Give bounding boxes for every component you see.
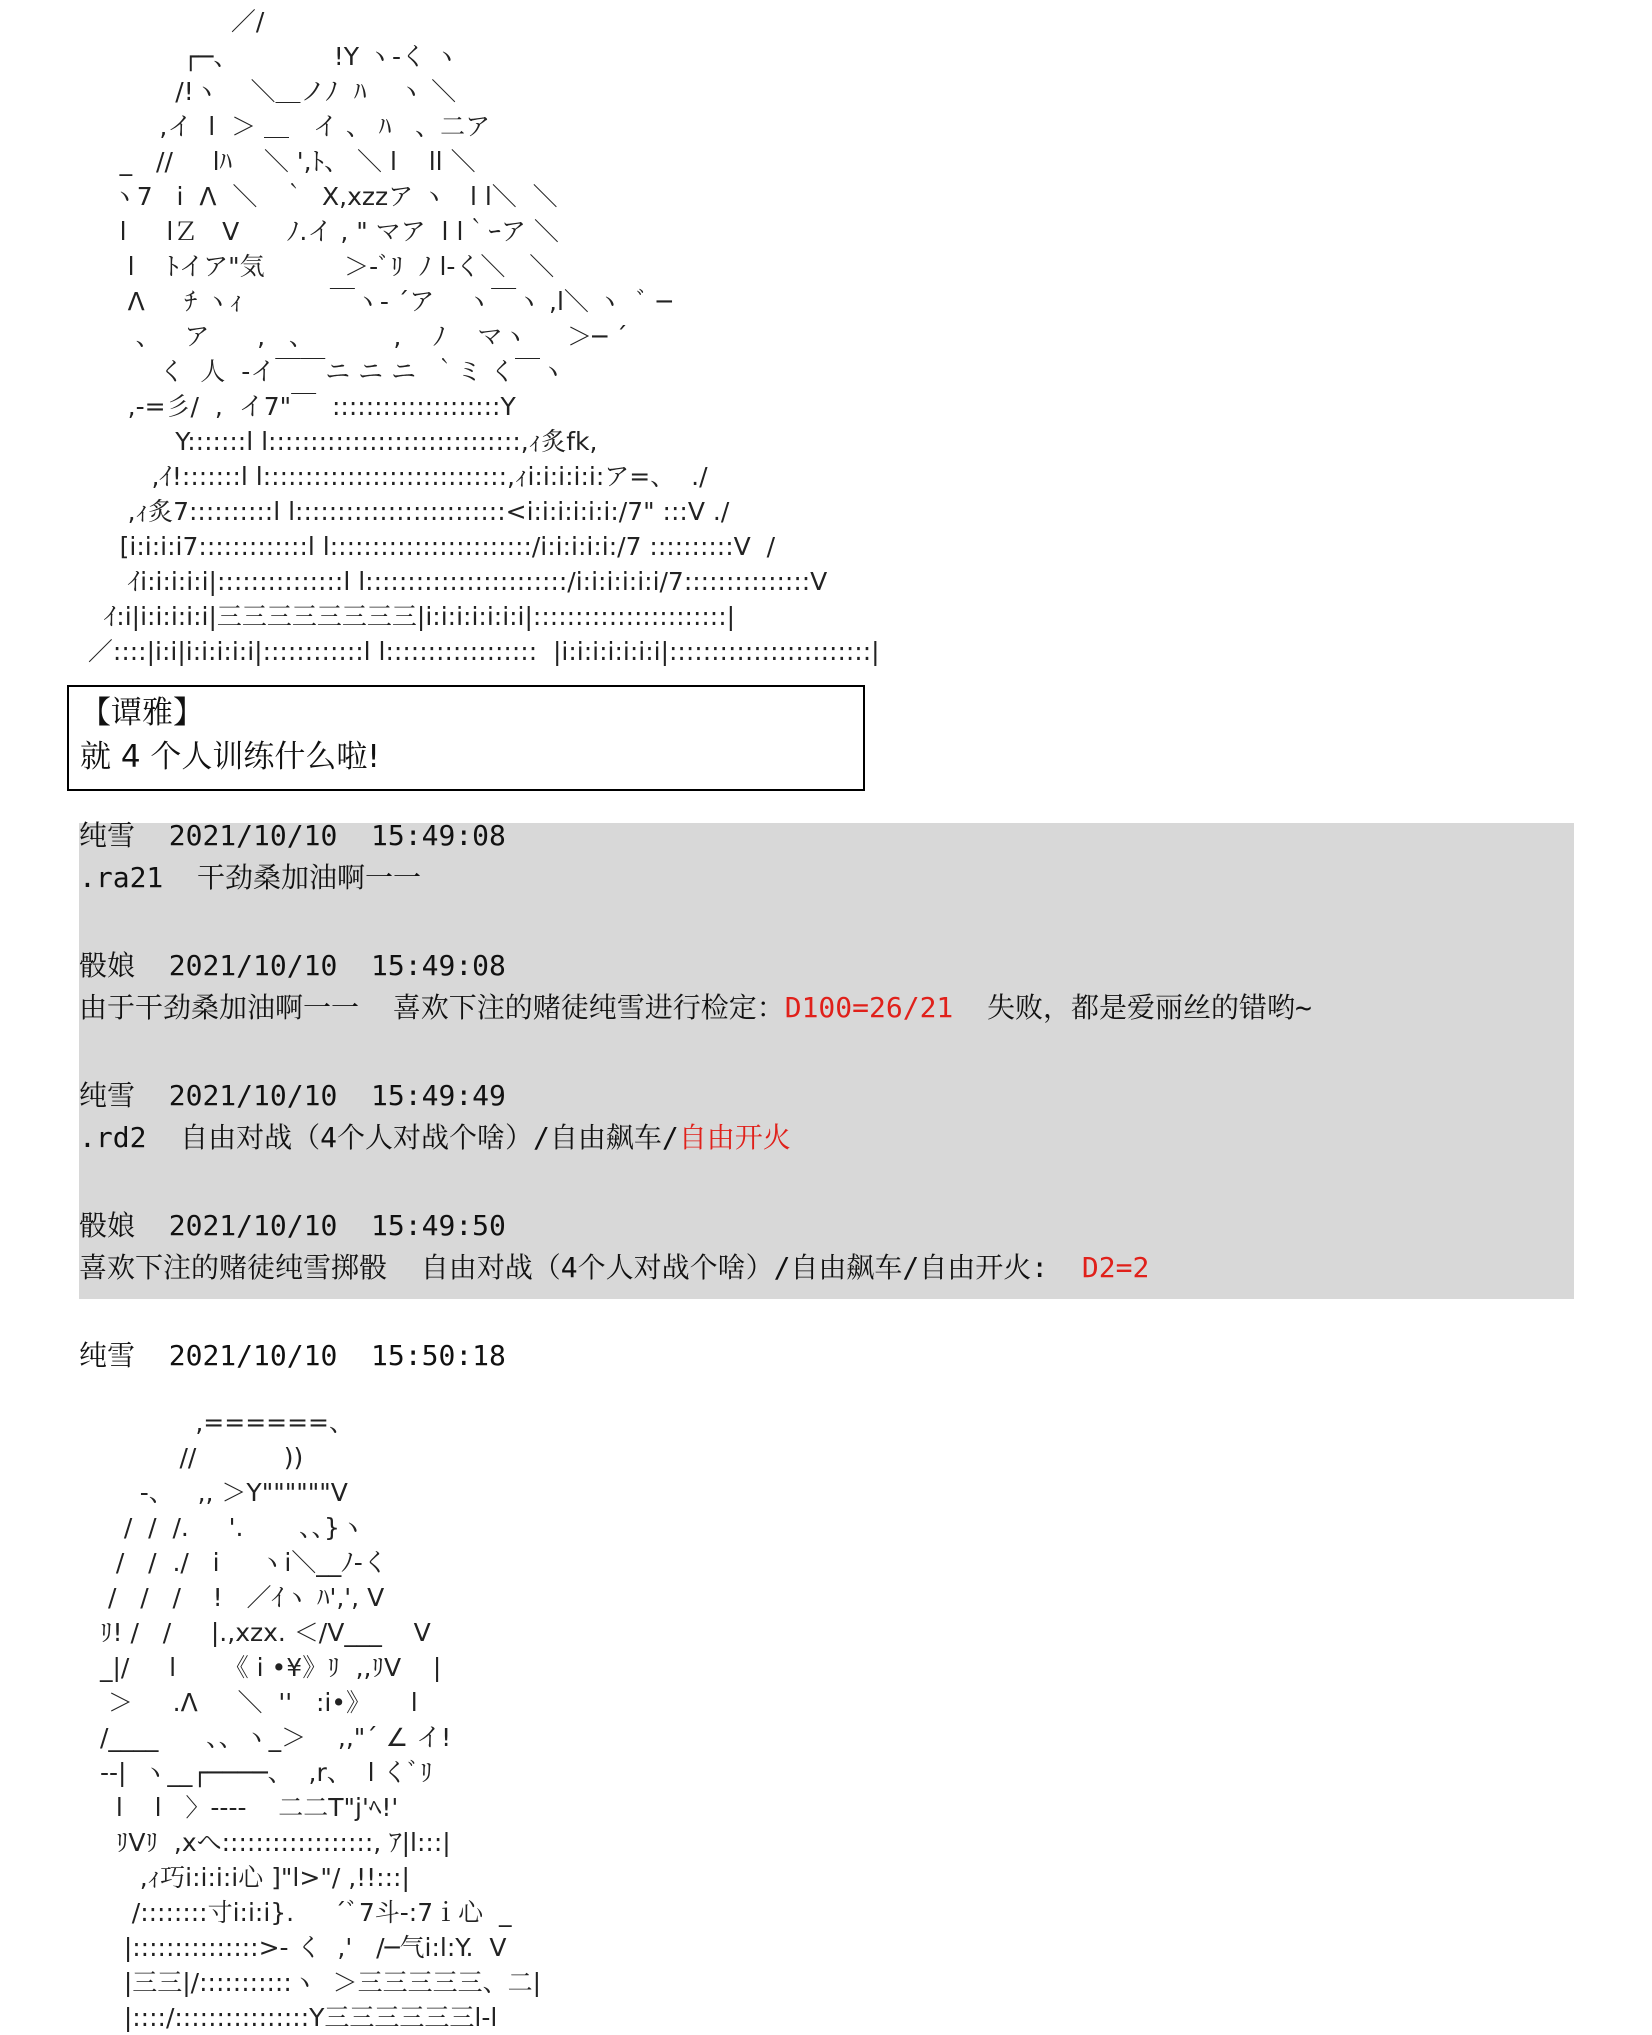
log-entry-header — [79, 1205, 1149, 1247]
log-user: 纯雪 — [79, 819, 136, 852]
log-date: 2021/10/10 — [168, 819, 338, 852]
log-user: 纯雪 — [79, 1079, 136, 1112]
selected-option: 自由开火 — [678, 1121, 791, 1154]
log-message-segment: .rd2 自由对战（4个人对战个啥）/自由飙车/ — [79, 1121, 679, 1154]
log-time: 15:49:08 — [371, 949, 506, 982]
log-message-segment: 喜欢下注的赌徒纯雪掷骰 自由对战（4个人对战个啥）/自由飙车/自由开火: — [79, 1251, 1082, 1284]
dialogue-box — [67, 685, 865, 791]
ascii-art-character-bottom: ,======、 // )) -、 ,, ＞Y""""""V / / /. '. 、、}ヽ / / ./ i ヽi＼__ﾉ-く / / / ! ／ｲヽ ﾊ',', V ﾘ! / / |.,xzx. ＜/V___ V _|/ l 《 i •¥》ﾘ ,,ﾘV | ＞ .Λ ＼ '' :i•》 l /____ 、、ヽ_＞ ,,"´ ∠ イ! --| ヽ__┌────、 ,r、 l くﾞﾘ l l 〉---- 二二T"j'ﾍ!' ﾘVﾘ ,xへ::::::::::::::::::, ｱ|l:::| ,ｨ巧i:i:i:i心 ]"l>"/ ,!!:::| /::::::::寸i:i:i}. ´ﾞ7斗-:7ｉ心 _ |:::::::::::::::>- く ,' /─气i:l:Y. V |三三|/:::::::::::ヽ ＞三三三三三、二| |::::/::::::::::::::::Y三三三三三三l-l — [100, 1408, 542, 2032]
log-message — [79, 1117, 791, 1159]
log-entry-header — [79, 1335, 506, 1377]
speaker-name: 【谭雅】 — [80, 695, 204, 731]
log-message-segment: 失败，都是爱丽丝的错哟~ — [953, 991, 1312, 1024]
log-user: 骰娘 — [79, 949, 136, 982]
log-entry-header — [79, 945, 1312, 987]
log-message — [79, 1247, 1149, 1289]
log-entry — [79, 815, 506, 899]
log-entry — [79, 1205, 1149, 1289]
log-message-segment: 由于干劲桑加油啊一一 喜欢下注的赌徒纯雪进行检定： — [79, 991, 785, 1024]
log-entry-header — [79, 1075, 791, 1117]
log-message — [79, 857, 506, 899]
log-date: 2021/10/10 — [168, 1209, 338, 1242]
log-date: 2021/10/10 — [168, 1339, 338, 1372]
log-time: 15:49:49 — [371, 1079, 506, 1112]
log-date: 2021/10/10 — [168, 1079, 338, 1112]
log-entry-header — [79, 815, 506, 857]
dialogue-text: 就 4 个人训练什么啦! — [80, 739, 380, 775]
log-entry — [79, 1335, 506, 1377]
log-message-segment: .ra21 干劲桑加油啊一一 — [79, 861, 422, 894]
log-user: 骰娘 — [79, 1209, 136, 1242]
log-user: 纯雪 — [79, 1339, 136, 1372]
ascii-art-character-top: ／/ ┌─、 !Y ヽ-く ヽ /!ヽ ＼＿ノﾉ ﾊ ヽ ＼ ,イ l ＞ ＿ イ 、 ﾊ 、二ア _ // lﾊ ＼ ',ﾄ、 ＼ l ll ＼ ヽ7 i Λ ＼ ｀ X,xzzア ヽ l l＼ ＼ l lＺ V ﾉ.イ , " マア l l｀ｰア ＼ l ﾄイア"気 ＞-ﾞﾘ ﾉ l-く＼ ＼ Λ ﾁ ヽｨ ￣ヽ- ´ア ヽ￣ヽ ,l＼ ヽ ﾞ ─ 、 ア , 、 , ﾉ マヽ ＞─ ´ く 人 -イ￣￣ニ ニ ニ ｀ミ く￣ヽ ,-=彡/ , イ7"￣ ::::::::::::::::::::Y Y:::::::l l::::::::::::::::::::::::::::::,ｨ炙fk, ,ｲ!:::::::l l:::::::::::::::::::::::::::::,ｨi:i:i:i:i:ア=、 ./ ,ｨ炙7::::::::::l l:::::::::::::::::::::::::<i:i:i:i:i:i:/7" :::V ./ [i:i:i:i7:::::::::::::l l::::::::::::::::::::::::/i:i:i:i:i:/7 ::::::::::V / ｲi:i:i:i:i|:::::::::::::::l l::::::::::::::::::::::::/i:i:i:i:i:i/7:::::::::::::::V ｲ:i|i:i:i:i:i|三三三三三三三三|i:i:i:i:i:i:i|:::::::::::::::::::::::| ／::::|i:i|i:i:i:i:i|::::::::::::l l:::::::::::::::::: |i:i:i:i:i:i:i|::::::::::::::::::::::::| — [87, 7, 880, 666]
log-entry — [79, 945, 1312, 1029]
dice-result: D2=2 — [1081, 1251, 1150, 1284]
log-message — [79, 987, 1312, 1029]
log-time: 15:49:08 — [371, 819, 506, 852]
dice-result: D100=26/21 — [784, 991, 954, 1024]
log-time: 15:49:50 — [371, 1209, 506, 1242]
log-date: 2021/10/10 — [168, 949, 338, 982]
log-entry — [79, 1075, 791, 1159]
log-time: 15:50:18 — [371, 1339, 506, 1372]
